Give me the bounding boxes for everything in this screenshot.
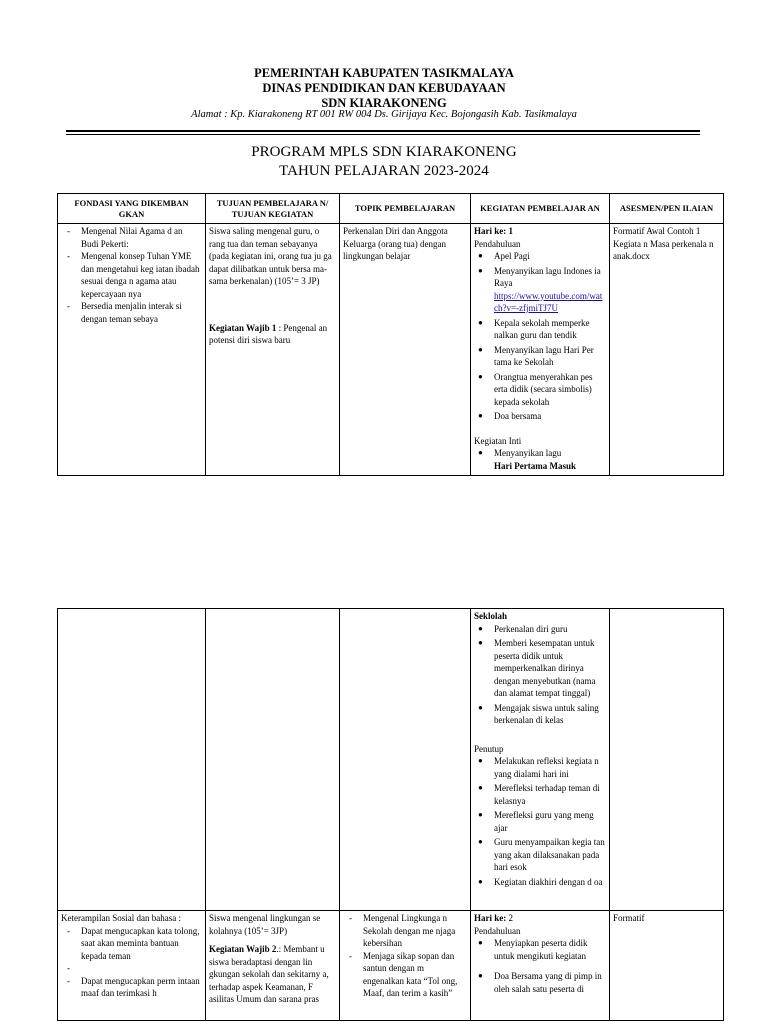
- list-item: [61, 962, 202, 975]
- list-item: ● Kegiatan diakhiri dengan d oa: [474, 876, 606, 889]
- document-title: PROGRAM MPLS SDN KIARAKONENG: [251, 144, 517, 160]
- tujuan-text: Siswa mengenal lingkungan se kolahnya (105’= 3JP): [209, 913, 321, 936]
- hari-number: 1: [506, 226, 513, 236]
- inti-list: [474, 447, 606, 472]
- kegiatan-wajib: [209, 322, 336, 347]
- list-item: - Mengenal Nilai Agama d an Budi Pekerti:: [61, 225, 202, 250]
- kegiatan-wajib-text: : Pengenal an potensi diri siswa baru: [209, 322, 328, 345]
- section-sekolah: Seklolah: [474, 611, 508, 621]
- list-item: ● Mengajak siswa untuk saling berkenalan di kelas: [474, 702, 606, 727]
- section-pendahuluan: Pendahuluan: [474, 925, 521, 936]
- cell-asesmen: Formatif Awal Contoh 1 Kegiata n Masa perkenala n anak.docx: [610, 224, 724, 476]
- list-item: ● Merefleksi guru yang meng ajar: [474, 809, 606, 834]
- list-item: ● Menyiapkan peserta didik untuk mengikuti kegiatan: [474, 937, 606, 962]
- fondasi-title: Keterampilan Sosial dan bahasa :: [61, 913, 181, 923]
- cell-tujuan: [206, 224, 340, 476]
- list-item: - Mengenal konsep Tuhan YME dan mengetahui keg iatan ibadah sesuai denga n agama atau kepercayaan nya: [61, 250, 202, 300]
- inti-list: [474, 623, 606, 727]
- letterhead-school-name: SDN KIARAKONENG: [321, 96, 447, 110]
- cell-kegiatan: [471, 609, 610, 911]
- list-item: ● Menyanyikan lagu Hari Per tama ke Sekolah: [474, 344, 606, 369]
- list-item: ● Memberi kesempatan untuk peserta didik untuk memperkenalkan dirinya dengan menyebutkan (nama dan alamat tempat tinggal): [474, 637, 606, 700]
- section-pendahuluan: Pendahuluan: [474, 238, 521, 249]
- fondasi-list: [61, 925, 202, 1000]
- cell-asesmen: Formatif: [610, 911, 724, 1021]
- header-topik: TOPIK PEMBELAJARAN: [340, 194, 471, 224]
- list-item: - Dapat mengucapkan perm intaan maaf dan terimkasi h: [61, 975, 202, 1000]
- cell-topik: [340, 911, 471, 1021]
- letterhead-divider-thick: [66, 130, 700, 132]
- letterhead-divider-thin: [66, 134, 700, 135]
- list-item: - Menjaga sikap sopan dan santun dengan m engenalkan kata “Tol ong, Maaf, dan terim a kasih”: [343, 950, 467, 1000]
- list-item-text: Menyanyikan lagu: [494, 448, 562, 458]
- table-row: [58, 911, 724, 1021]
- document-subtitle: TAHUN PELAJARAN 2023-2024: [279, 163, 489, 179]
- cell-fondasi: [58, 911, 206, 1021]
- list-item: ● Guru menyampaikan kegia tan yang akan dilaksanakan pada hari esok: [474, 836, 606, 874]
- tujuan-text: Siswa saling mengenal guru, o rang tua dan teman sebayanya (pada kegiatan ini, orang tua ju ga dapat dilibatkan untuk bersa ma-sama berkenalan) (105’= 3 JP): [209, 226, 332, 286]
- letterhead-line-1: PEMERINTAH KABUPATEN TASIKMALAYA: [254, 66, 514, 80]
- cell-topik: Perkenalan Diri dan Anggota Keluarga (orang tua) dengan lingkungan belajar: [340, 224, 471, 476]
- section-kegiatan-inti: Kegiatan Inti: [474, 435, 522, 446]
- fondasi-list: [61, 225, 202, 325]
- list-item: ● Doa Bersama yang di pimp in oleh salah satu peserta di: [474, 970, 606, 995]
- youtube-link[interactable]: https://www.youtube.com/watch?v=-zfjmiTJ7U: [494, 290, 603, 313]
- cell-tujuan: [206, 609, 340, 911]
- list-item: [474, 265, 606, 315]
- hari-number: 2: [506, 913, 513, 923]
- cell-fondasi: [58, 609, 206, 911]
- list-item: ● Melakukan refleksi kegiata n yang dialami hari ini: [474, 755, 606, 780]
- table-header-row: [58, 194, 724, 224]
- hari-label: Hari ke:: [474, 226, 507, 236]
- cell-tujuan: [206, 911, 340, 1021]
- pendahuluan-list: [474, 250, 606, 423]
- cell-fondasi: [58, 224, 206, 476]
- letterhead-address: Alamat : Kp. Kiarakoneng RT 001 RW 004 Ds. Girijaya Kec. Bojongasih Kab. Tasikmalaya: [191, 109, 577, 120]
- topik-list: [343, 912, 467, 1000]
- kegiatan-wajib-text: .: Membant u siswa beradaptasi dengan lin gkungan sekolah dan sekitarny a, terhadap aspek Keamanan, F asilitas Umum dan sarana pras: [209, 944, 329, 1004]
- hari-ke: [474, 912, 606, 925]
- list-item: - Bersedia menjalin interak si dengan teman sebaya: [61, 300, 202, 325]
- list-item: ● Doa bersama: [474, 410, 606, 423]
- list-item-text: Menyanyikan lagu Indones ia Raya: [494, 265, 601, 288]
- header-fondasi: FONDASI YANG DIKEMBAN GKAN: [58, 194, 206, 224]
- letterhead-line-2: DINAS PENDIDIKAN DAN KEBUDAYAAN: [262, 81, 506, 95]
- list-item: ● Apel Pagi: [474, 250, 606, 263]
- table-row: [58, 224, 724, 476]
- header-tujuan: TUJUAN PEMBELAJARA N/ TUJUAN KEGIATAN: [206, 194, 340, 224]
- penutup-list: [474, 755, 606, 888]
- list-item: ● Merefleksi terhadap teman di kelasnya: [474, 782, 606, 807]
- list-item: - Dapat mengucapkan kata tolong, saat akan meminta bantuan kepada teman: [61, 925, 202, 963]
- hari-ke: [474, 225, 606, 238]
- table-row: [58, 609, 724, 911]
- kegiatan-wajib-label: Kegiatan Wajib 2: [209, 944, 277, 954]
- cell-asesmen: [610, 609, 724, 911]
- kegiatan-wajib: [209, 943, 336, 1006]
- cell-kegiatan: [471, 224, 610, 476]
- list-item: [474, 447, 606, 472]
- cell-topik: [340, 609, 471, 911]
- header-kegiatan: KEGIATAN PEMBELAJAR AN: [471, 194, 610, 224]
- section-penutup: Penutup: [474, 743, 504, 754]
- list-item: ● Orangtua menyerahkan pes erta didik (secara simbolis) kepada sekolah: [474, 371, 606, 409]
- pendahuluan-list: [474, 937, 606, 995]
- mpls-table-part-2: [57, 608, 724, 1021]
- list-item: - Mengenal Lingkunga n Sekolah dengan me njaga kebersihan: [343, 912, 467, 950]
- header-asesmen: ASESMEN/PEN ILAIAN: [610, 194, 724, 224]
- cell-kegiatan: [471, 911, 610, 1021]
- list-item: ● Kepala sekolah memperke nalkan guru dan tendik: [474, 317, 606, 342]
- list-item: ● Perkenalan diri guru: [474, 623, 606, 636]
- hari-label: Hari ke:: [474, 913, 507, 923]
- mpls-table-part-1: [57, 193, 724, 476]
- song-title: Hari Pertama Masuk: [494, 460, 576, 471]
- kegiatan-wajib-label: Kegiatan Wajib 1: [209, 322, 277, 333]
